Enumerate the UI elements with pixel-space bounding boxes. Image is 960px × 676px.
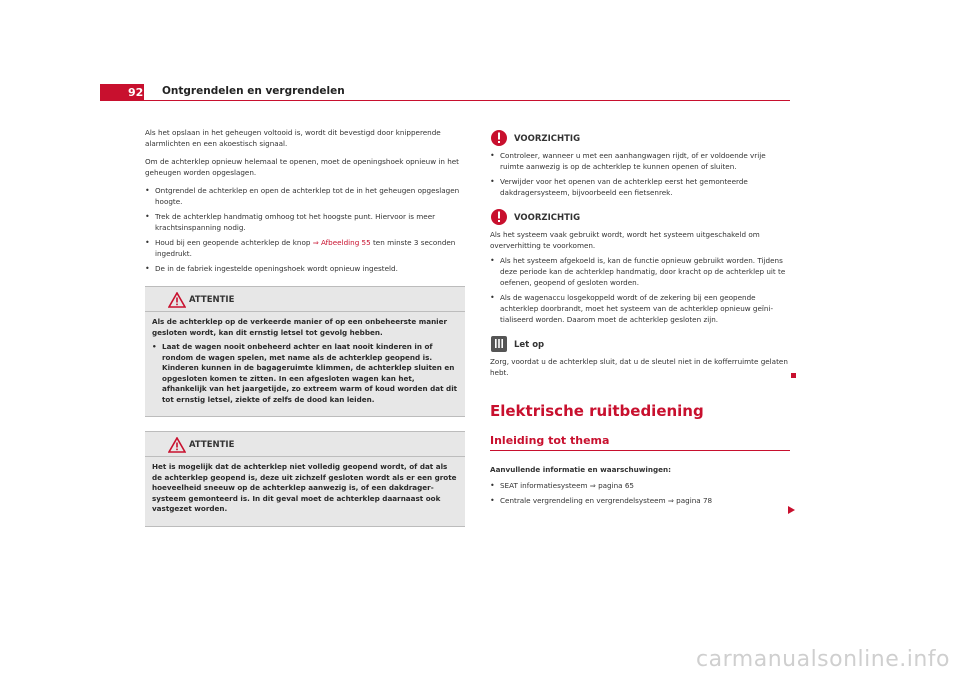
list-item-text: Controleer, wanneer u met een aanhangwagen rijdt, of er voldoende vrije ruimte aanwezig is op de achterklep te kunnen openen of sluiten. <box>500 151 766 171</box>
subsection-title: Inleiding tot thema <box>490 434 790 451</box>
warning-bullet <box>152 342 458 405</box>
intro-paragraph-2: Om de achterklep opnieuw helemaal te openen, moet de openingshoek opnieuw in het geheugen worden opgeslagen. <box>145 157 459 177</box>
list-item <box>490 292 790 325</box>
list-item <box>490 480 790 491</box>
info-icon <box>490 335 508 353</box>
caution-icon <box>490 208 508 226</box>
warning-bullet-text: Laat de wagen nooit onbeheerd achter en laat nooit kinderen in of rondom de wagen spelen, met name als de achterklep geopend is. Kinderen kunnen in de bagageruimte klimmen, de achterklep sluiten en opgesloten komen te zitten. In een afgesloten wagen kan het, afhankelijk van het jaargetijde, zo extreem warm of koud worden dat dit tot ernstig letsel, ziekte of zelfs de dood kan leiden. <box>162 342 458 404</box>
right-column <box>490 127 790 510</box>
caution-text: Als het systeem vaak gebruikt wordt, wordt het systeem uitgeschakeld om oververhitting te voorkomen. <box>490 230 760 250</box>
list-item <box>145 211 465 233</box>
note-title: Let op <box>514 340 545 350</box>
warning-box-2 <box>145 431 465 527</box>
caution-title: VOORZICHTIG <box>514 134 581 144</box>
watermark: carmanualsonline.info <box>696 647 950 672</box>
bullet-icon: • <box>490 496 495 505</box>
bullet-icon: • <box>490 151 495 160</box>
chapter-title: Ontgrendelen en vergrendelen <box>162 85 345 97</box>
warning-text: Het is mogelijk dat de achterklep niet volledig geopend wordt, of dat als de achterklep geopend is, deze uit zichzelf gesloten wordt als er een grote hoeveelheid sneeuw op de achterklep aanwezig is, of een dakdragersysteem gemonteerd is. In dit geval moet de achterklep daarnaast ook vastgezet worden. <box>152 462 457 513</box>
continue-arrow-icon <box>788 506 795 514</box>
bullet-icon: • <box>145 264 150 273</box>
end-of-section-marker <box>791 373 796 378</box>
list-item <box>490 176 790 198</box>
caution-header-1 <box>490 129 790 147</box>
bullet-icon: • <box>145 212 150 221</box>
caution-title: VOORZICHTIG <box>514 213 581 223</box>
bullet-icon: • <box>490 293 495 302</box>
figure-reference-link[interactable]: ⇒ Afbeelding 55 <box>312 238 371 247</box>
list-item-text: Als het systeem afgekoeld is, kan de functie opnieuw gebruikt worden. Tijdens deze periode kan de achterklep handmatig, door kracht op de achterklep uit te oefenen, geopend of gesloten worden. <box>500 256 786 287</box>
list-item-text: De in de fabriek ingestelde openingshoek wordt opnieuw ingesteld. <box>155 264 398 273</box>
note-text: Zorg, voordat u de achterklep sluit, dat u de sleutel niet in de kofferruimte gelaten hebt. <box>490 357 788 377</box>
bullet-icon: • <box>490 481 495 490</box>
list-item-text: Verwijder voor het openen van de achterklep eerst het gemonteerde dakdragersysteem, bijvoorbeeld een fietsenrek. <box>500 177 748 197</box>
additional-info-label: Aanvullende informatie en waarschuwingen: <box>490 465 671 474</box>
intro-paragraph-1: Als het opslaan in het geheugen voltooid is, wordt dit bevestigd door knipperende alarmlichten en een akoestisch signaal. <box>145 128 441 148</box>
list-item-text: ten minste 3 seconden ingedrukt. <box>155 238 456 258</box>
list-item <box>145 263 465 274</box>
warning-triangle-icon <box>168 292 186 308</box>
warning-triangle-icon <box>168 437 186 453</box>
left-column <box>145 127 465 527</box>
list-item-text: Trek de achterklep handmatig omhoog tot het hoogste punt. Hiervoor is meer krachtsinspanning nodig. <box>155 212 436 232</box>
bullet-icon: • <box>145 186 150 195</box>
list-item-text: Als de wagenaccu losgekoppeld wordt of de zekering bij een geopende achterklep doorbrandt, moet het systeem van de achterklep opnieuw geïnitialiseerd worden. Daarom moet de achterklep gesloten zijn. <box>500 293 774 324</box>
warning-text: Als de achterklep op de verkeerde manier of op een onbeheerste manier gesloten wordt, kan dit ernstig letsel tot gevolg hebben. <box>152 317 448 337</box>
page-header <box>100 84 790 101</box>
list-item <box>490 255 790 288</box>
cross-reference[interactable]: Centrale vergrendeling en vergrendelsysteem ⇒ pagina 78 <box>500 496 713 505</box>
list-item <box>145 185 465 207</box>
list-item <box>490 150 790 172</box>
caution-icon <box>490 129 508 147</box>
list-item <box>145 237 465 259</box>
warning-box-1 <box>145 286 465 417</box>
caution-header-2 <box>490 208 790 226</box>
warning-header <box>145 436 465 457</box>
page-number: 92 <box>100 84 144 101</box>
bullet-icon: • <box>490 177 495 186</box>
list-item <box>490 495 790 506</box>
cross-reference[interactable]: SEAT informatiesysteem ⇒ pagina 65 <box>500 481 635 490</box>
list-item-text: Ontgrendel de achterklep en open de achterklep tot de in het geheugen opgeslagen hoogte. <box>155 186 460 206</box>
warning-title: ATTENTIE <box>189 440 235 450</box>
note-header <box>490 335 790 353</box>
bullet-icon: • <box>152 342 157 351</box>
warning-title: ATTENTIE <box>189 295 235 305</box>
bullet-icon: • <box>490 256 495 265</box>
warning-header <box>145 291 465 312</box>
bullet-icon: • <box>145 238 150 247</box>
list-item-text: Houd bij een geopende achterklep de knop <box>155 238 313 247</box>
section-title: Elektrische ruitbediening <box>490 402 704 420</box>
